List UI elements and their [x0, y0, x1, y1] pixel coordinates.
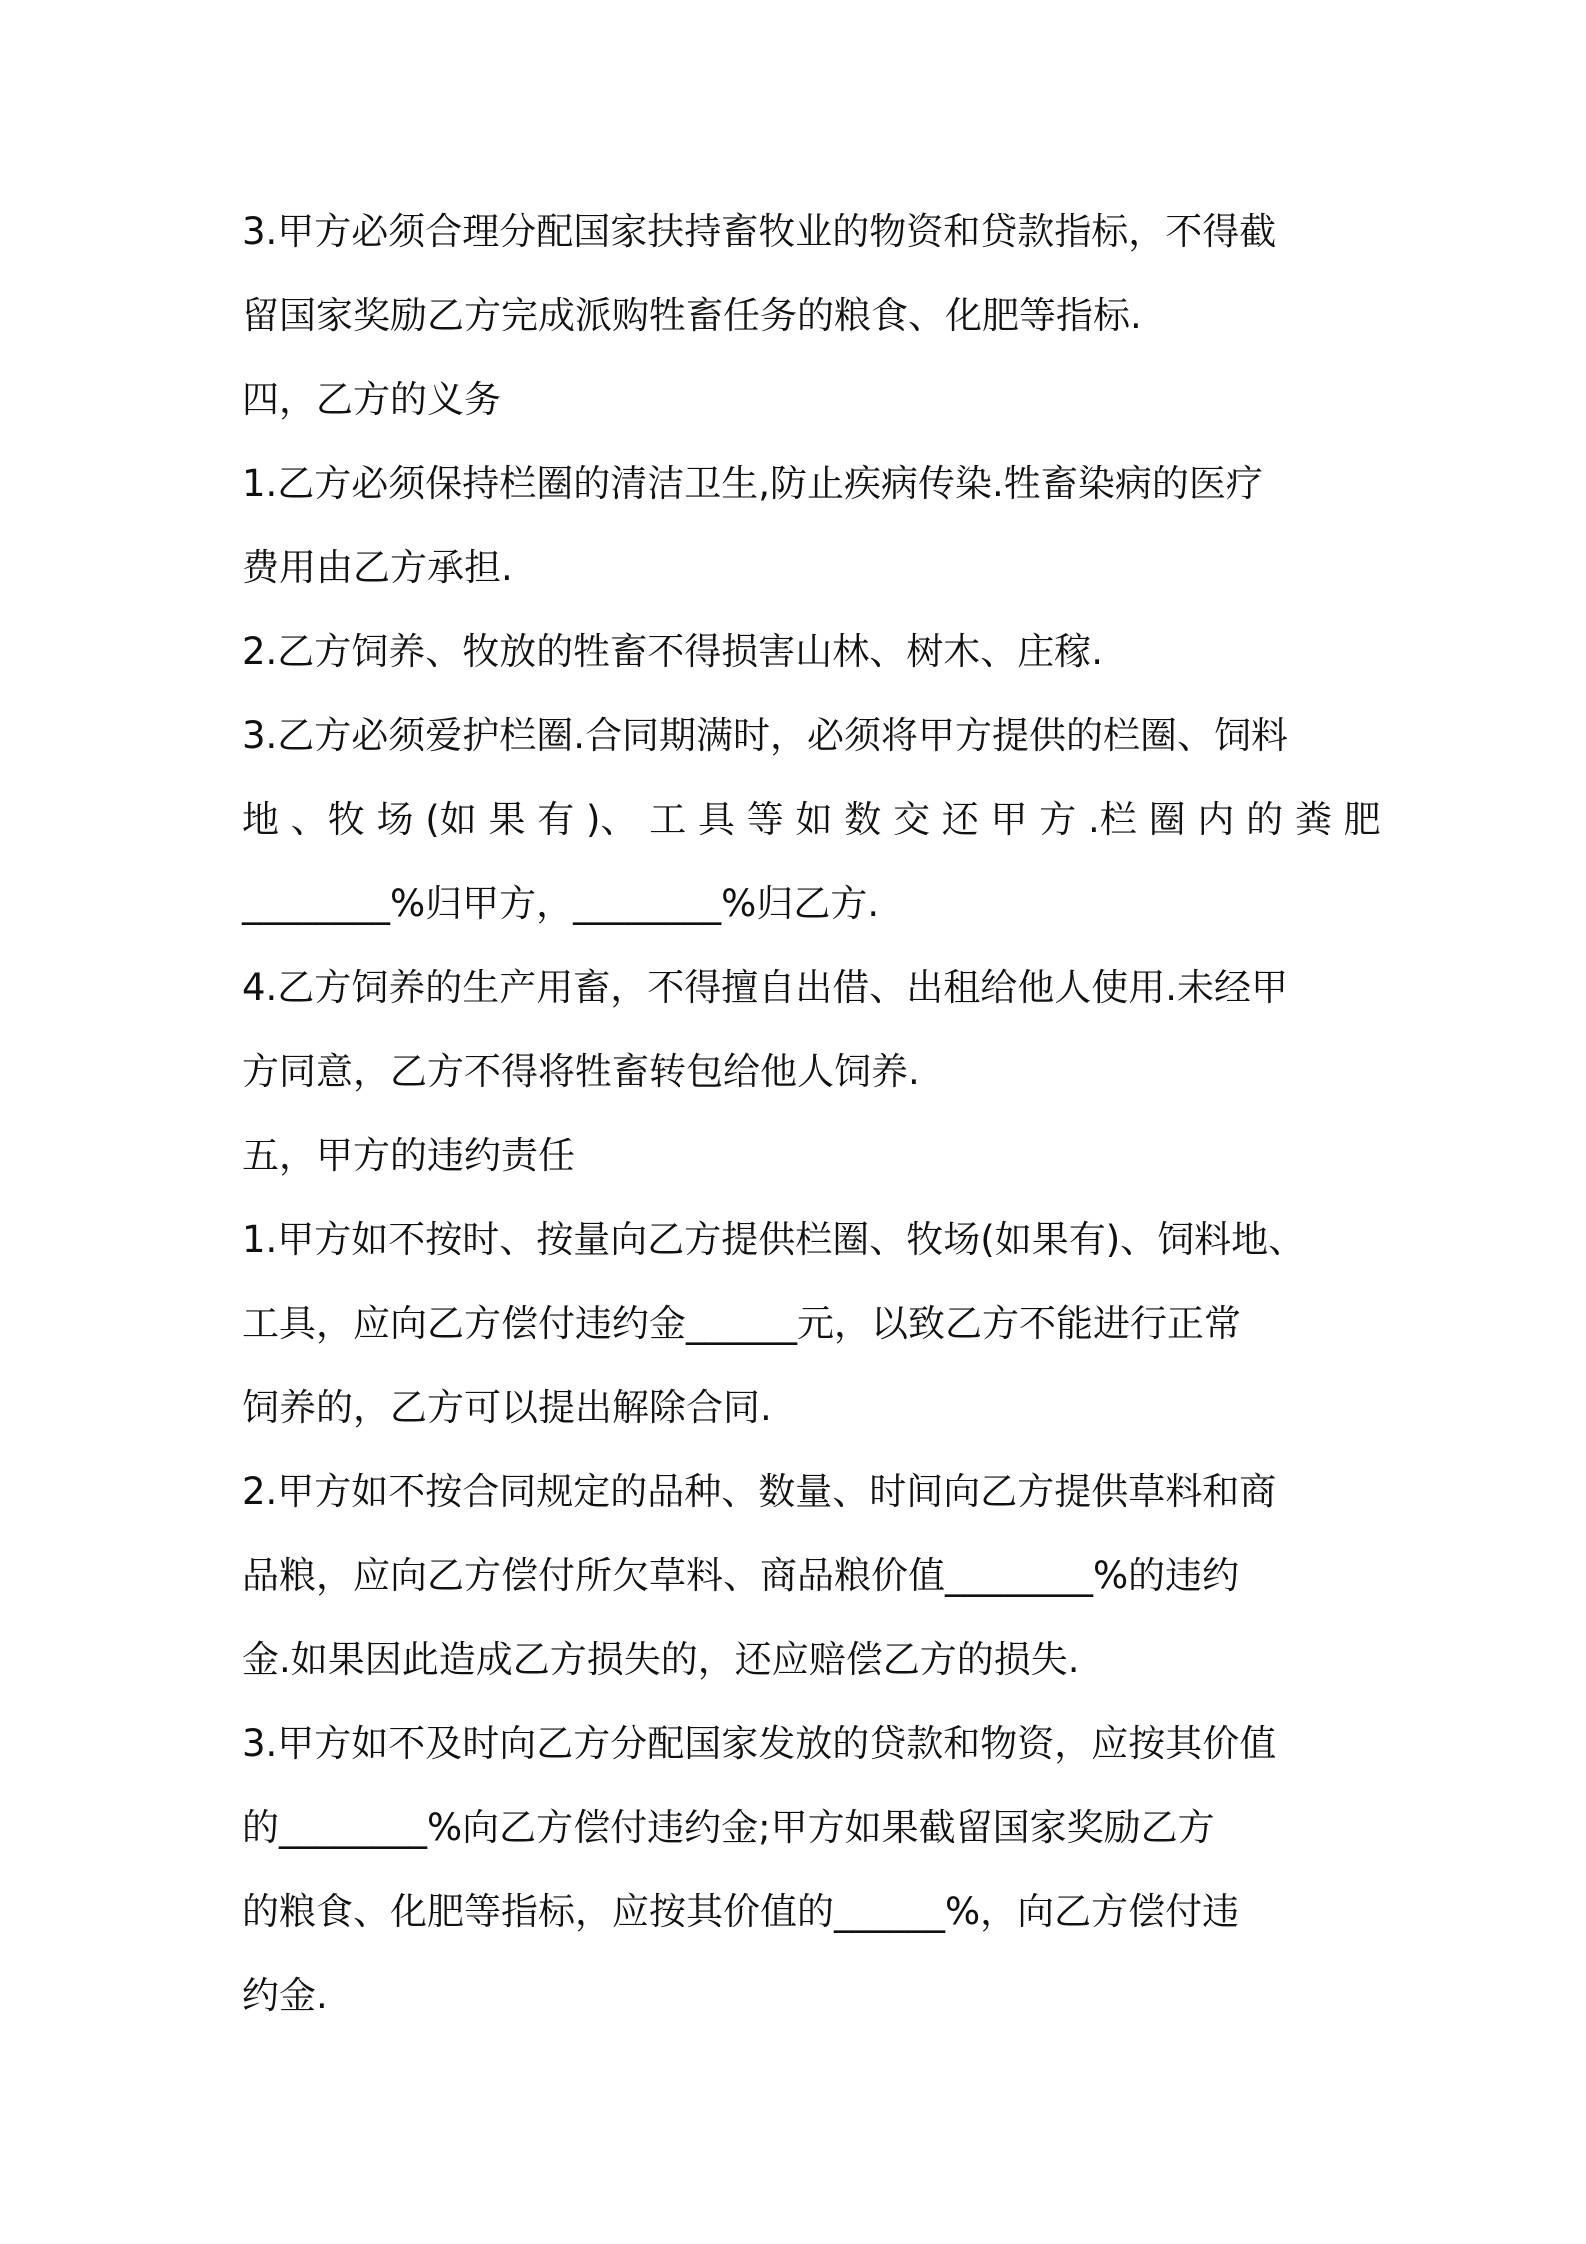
text-line: 3.甲方如不及时向乙方分配国家发放的贷款和物资，应按其价值 [242, 1722, 1277, 1765]
text-line: 2.甲方如不按合同规定的品种、数量、时间向乙方提供草料和商 [242, 1470, 1277, 1513]
text-line: 3.甲方必须合理分配国家扶持畜牧业的物资和贷款指标，不得截 [242, 210, 1277, 253]
text-line: 4.乙方饲养的生产用畜，不得擅自出借、出租给他人使用.未经甲 [242, 966, 1289, 1009]
text-line: 约金. [242, 1974, 328, 2017]
text-line: 1.甲方如不按时、按量向乙方提供栏圈、牧场(如果有)、饲料地、 [242, 1218, 1306, 1261]
text-line: 1.乙方必须保持栏圈的清洁卫生,防止疾病传染.牲畜染病的医疗 [242, 462, 1263, 505]
text-line: 留国家奖励乙方完成派购牲畜任务的粮食、化肥等指标. [242, 294, 1142, 337]
section-heading: 四，乙方的义务 [242, 378, 501, 421]
text-line: 品粮，应向乙方偿付所欠草料、商品粮价值________%的违约 [242, 1554, 1240, 1597]
text-line: 方同意，乙方不得将牲畜转包给他人饲养. [242, 1050, 920, 1093]
text-line: 的粮食、化肥等指标，应按其价值的______%，向乙方偿付违 [242, 1890, 1240, 1933]
section-heading: 五，甲方的违约责任 [242, 1134, 575, 1177]
text-line: 地 、牧 场 (如 果 有 )、 工 具 等 如 数 交 还 甲 方 .栏 圈 内 的 粪 肥 [242, 798, 1381, 841]
text-line: 2.乙方饲养、牧放的牲畜不得损害山林、树木、庄稼. [242, 630, 1104, 673]
text-line: 3.乙方必须爱护栏圈.合同期满时，必须将甲方提供的栏圈、饲料 [242, 714, 1289, 757]
text-line: 饲养的，乙方可以提出解除合同. [242, 1386, 772, 1429]
text-line: 费用由乙方承担. [242, 546, 513, 589]
text-line: 金.如果因此造成乙方损失的，还应赔偿乙方的损失. [242, 1638, 1080, 1681]
text-line: 工具，应向乙方偿付违约金______元，以致乙方不能进行正常 [242, 1302, 1241, 1345]
document-body [242, 190, 1381, 2038]
text-line: 的________%向乙方偿付违约金;甲方如果截留国家奖励乙方 [242, 1806, 1215, 1849]
text-line: ________%归甲方，________%归乙方. [242, 882, 880, 925]
